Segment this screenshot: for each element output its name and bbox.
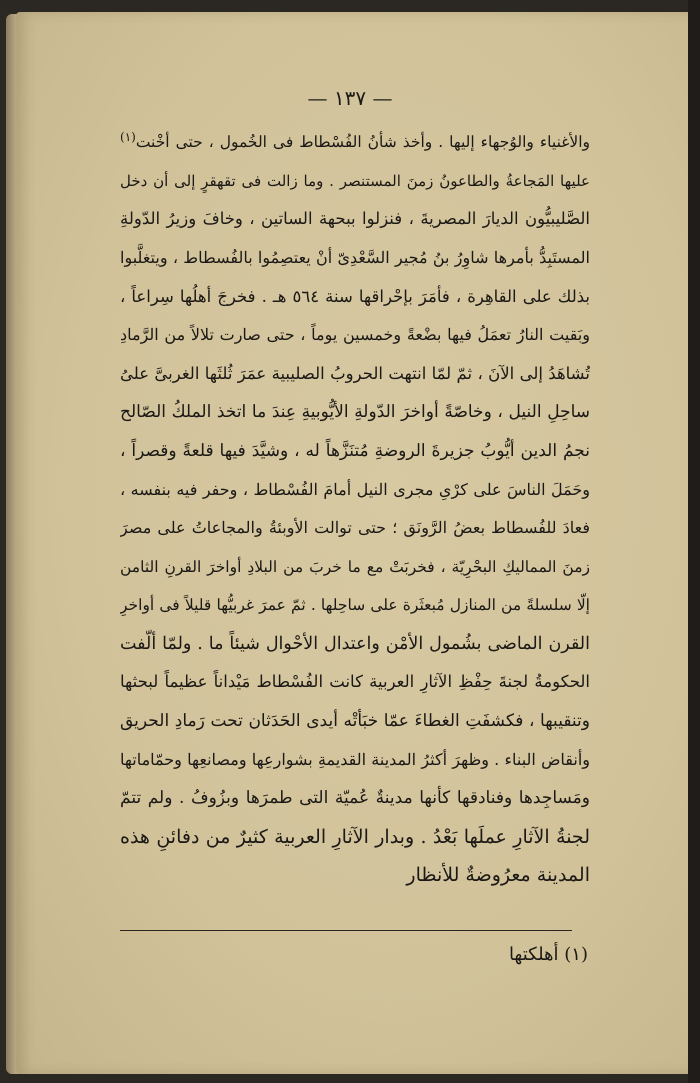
text-line: تُشاهَدُ إلى الآنَ ، ثمّ لمّا انتهت الحروبُ الصليبية عمَرَ ثُلثَها الغربىَّ علىُ: [120, 363, 590, 383]
page-number: — ١٣٧ —: [307, 86, 393, 110]
text-line: المستَبِدُّ بأمرها شاوِرُ بنُ مُجير السَّعْدِىّ أنْ يعتصِمُوا بالفُسطاط ، ويتغلَّبوا: [120, 247, 590, 267]
text-line: وحَمَلَ الناسَ على كرْىِ مجرى النيل أمامَ الفُسْطاط ، وحفر فيه بنفسه ،: [120, 479, 590, 499]
text-line: ومَساجِدها وفنادقها كأنها مدينةٌ عُميّة التى طمرَها وبزُوفُ . ولم تتمّ: [120, 788, 590, 809]
footnote: (١) أهلكتها: [508, 944, 588, 965]
text-line: إلّا سلسلةً من المنازل مُبعثَرة على ساحِلها . ثمّ عمرَ غربيُّها قليلاً فى أواخرِ: [120, 596, 590, 615]
body-text: [120, 118, 590, 895]
footnote-divider: [120, 930, 572, 931]
text-line: بذلك على القاهِرة ، فأمَرَ بإحْراقها سنة ٥٦٤ هـ . فخرجَ أهلُها سِراعاً ،: [120, 286, 590, 306]
text-line: ساحِلِ النيل ، وخاصّةً أواخرَ الدّولةِ الأيُّوبيةِ عِندَ ما اتخذ الملكُ الصّالح: [120, 402, 590, 423]
text-line: وتنقيبها ، فكشفَتِ الغطاءَ عمّا خبَأتْه أيدى الحَدَثان تحت رَمادِ الحريق: [120, 711, 590, 732]
text-line: القرن الماضى بشُمول الأمْن واعتدال الأحْوال شيئاً ما . ولمّا ألّفت: [120, 633, 590, 654]
text-line: عليها المَجاعةُ والطاعونُ زمنَ المستنصر . وما زالت فى تقهقرٍ إلى أن دخل: [120, 171, 590, 190]
text-line: الصَّليبيُّون الديارَ المصريةَ ، فنزلوا ببحهة الساتين ، وخافَ وزيرُ الدّولةِ: [120, 209, 590, 229]
footnote-marker: (١): [120, 130, 136, 144]
text-line: [120, 118, 590, 162]
line-text: والأغنياء والوُجهاء إليها . وأخذ شأنُ الفُسْطاط فى الخُمول ، حتى أخْنت: [135, 133, 590, 152]
text-line: زمنَ المماليكِ البحْرِيّة ، فخربَتْ مع ما خربَ من البلادِ أواخرَ القرنِ الثامن: [120, 557, 590, 576]
text-line: الحكومةُ لجنةَ حِفْظِ الآثارِ العربية كانت الفُسْطاط مَيْداناً عظيماً لبحثها: [120, 672, 590, 692]
text-line: وأنقاض البناء . وظهرَ أكثرُ المدينة القديمةِ بشوارعِها ومصانعِها وحمّاماتها: [120, 749, 590, 769]
text-line: فعادَ للفُسطاط بعضُ الرَّونَق ؛ حتى توالت الأوبئةُ والمجاعاتُ على مصرَ: [120, 518, 590, 538]
scan-border: [688, 0, 700, 1083]
text-line: نجمُ الدين أيُّوبُ جزيرةَ الروضةِ مُتنَزَّهاً له ، وشيَّدَ فيها قلعةً وقصراً ،: [120, 440, 590, 461]
text-line-last: المدينة معرُوضةٌ للأنظار: [406, 864, 590, 887]
text-line: وبَقيت النارُ تعمَلُ فيها بضْعةً وخمسين يوماً ، حتى صارت تلالاً من الرَّمادِ: [120, 325, 590, 345]
text-line: لجنةُ الآثارِ عملَها بَعْدُ . وبدار الآثارِ العربية كثيرٌ من دفائنِ هذه: [120, 825, 590, 848]
